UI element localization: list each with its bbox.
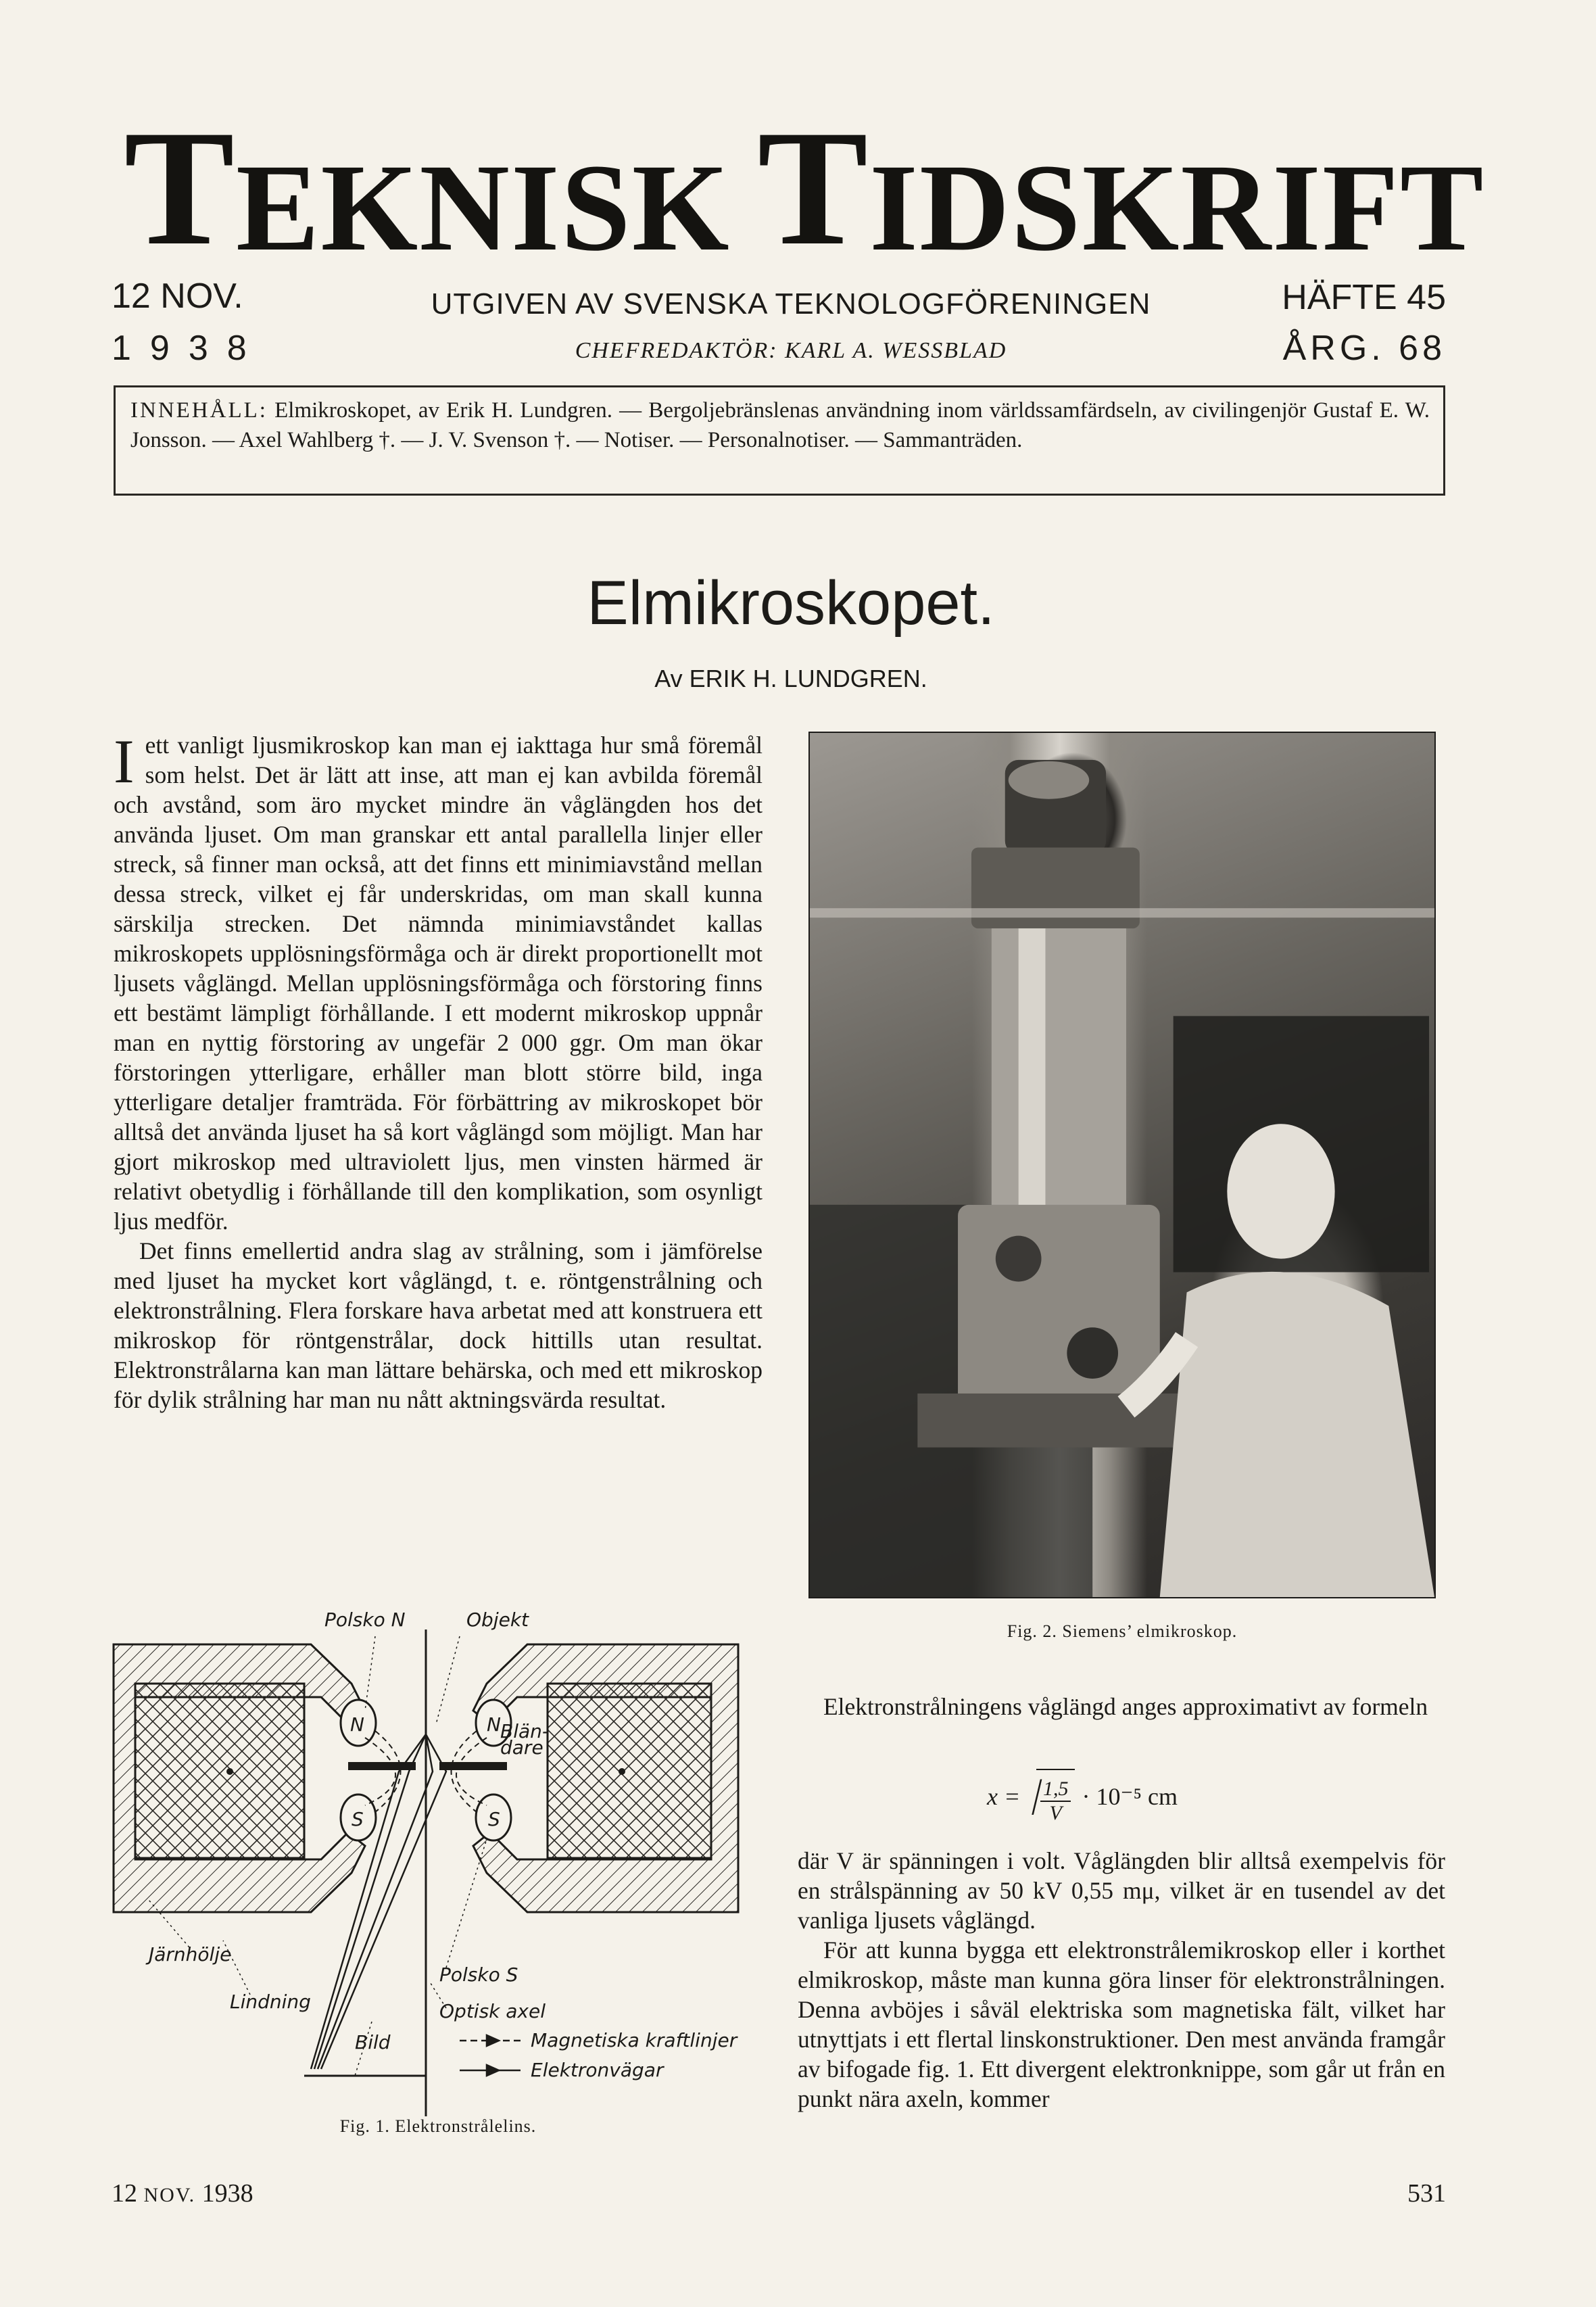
label-objekt: Objekt bbox=[466, 1609, 529, 1631]
formula-denominator: V bbox=[1049, 1801, 1062, 1824]
masthead-title bbox=[108, 96, 1501, 279]
publisher-line: UTGIVEN AV SVENSKA TEKNOLOGFÖRENINGEN bbox=[431, 287, 1151, 320]
label-n-left: N bbox=[350, 1713, 364, 1736]
microscope-photo bbox=[808, 732, 1436, 1598]
editor-line: CHEFREDAKTÖR: KARL A. WESSBLAD bbox=[575, 338, 1007, 363]
paragraph-5: För att kunna bygga ett elektronstrålemikroskop eller i korthet elmikroskop, måste man kunna göra linser för elektronstrålningen. Denna avböjes i såväl elektriska som magnetiska fält, vilket har utnyttjats i ett flertal linskonstruktioner. Den mest använda framgår av bifogade fig. 1. Ett divergent elektronknippe, som går ut från en punkt nära axeln, kommer bbox=[798, 1936, 1445, 2112]
formula-tail: · 10⁻⁵ cm bbox=[1082, 1783, 1178, 1810]
microscope-photo-illustration bbox=[810, 733, 1434, 1597]
figure-2-caption: Fig. 2. Siemens’ elmikroskop. bbox=[1007, 1621, 1238, 1641]
title-initial-2: T bbox=[757, 96, 870, 279]
paragraph-2: Det finns emellertid andra slag av strålning, som i jämförelse med ljuset ha mycket kort våglängd, t. e. röntgenstrålning och elektronstrålning. Flera forskare hava arbetat med att konstruera ett mikroskop för röntgenstrålar, dock hittills utan resultat. Elektronstrålarna kan man lättare behärska, och med ett mikroskop för dylik strålning har man nu nått aktningsvärda resultat. bbox=[114, 1237, 763, 1413]
formula-numerator: 1,5 bbox=[1040, 1778, 1071, 1802]
root-sign: / bbox=[1032, 1767, 1042, 1826]
label-bild: Bild bbox=[355, 2031, 391, 2053]
label-s-right: S bbox=[488, 1808, 500, 1830]
contents-label: INNEHÅLL: bbox=[130, 398, 268, 423]
label-blandare: Blän- bbox=[500, 1720, 549, 1742]
figure-1-caption: Fig. 1. Elektronstrålelins. bbox=[339, 2116, 537, 2136]
right-column-bottom bbox=[798, 1846, 1445, 2114]
page-number: 531 bbox=[1407, 2179, 1446, 2208]
paragraph-3: Elektronstrålningens våglängd anges approximativt av formeln bbox=[823, 1693, 1428, 1720]
left-column bbox=[114, 727, 763, 1414]
title-initial-1: T bbox=[124, 96, 236, 279]
formula-fraction bbox=[1040, 1778, 1071, 1825]
legend-magnetiska: Magnetiska kraftlinjer bbox=[531, 2029, 737, 2051]
article-title: Elmikroskopet. bbox=[587, 569, 995, 638]
lens-diagram bbox=[108, 1602, 757, 2123]
formula-lhs: x = bbox=[987, 1783, 1021, 1810]
label-n-right: N bbox=[487, 1713, 501, 1736]
footer-date: 12 NOV. 1938 bbox=[112, 2179, 253, 2208]
paragraph-1: Iett vanligt ljusmikroskop kan man ej iakttaga hur små föremål som helst. Det är lätt att inse, att man ej kan avbilda föremål och avstånd, som äro mycket mindre än våglängden hos det använda ljuset. Om man granskar ett antal parallella linjer eller streck, så finner man också, att det finns ett minimiavstånd mellan dessa streck, vilket ej får underskridas, om man skall kunna särskilja strecken. Det nämnda minimiavståndet kallas mikroskopets upplösningsförmåga och är direkt proportionellt mot ljusets våglängd. Mellan upplösningsförmåga och förstoring finns ett bestämt lämpligt förhållande. I ett modernt mikroskop uppnår man en nyttig förstoring av ungefär 2 000 ggr. Om man ökar förstoringen ytterligare, erhåller man blott större bild, inga ytterligare detaljer framträda. För förbättring av mikroskopet bör alltså det använda ljuset ha så kort våglängd som möjligt. Man har gjort mikroskop med ultraviolett ljus, men vinsten härmed är relativt obetydlig i förhållande till den komplikation, som osynligt ljus medför. bbox=[114, 727, 763, 1235]
issue-number: HÄFTE 45 bbox=[1282, 278, 1446, 317]
issue-year: 1938 bbox=[112, 329, 266, 368]
drop-cap: I bbox=[114, 727, 135, 796]
issue-date: 12 NOV. bbox=[112, 277, 243, 316]
legend-elektronvagar: Elektronvägar bbox=[531, 2059, 664, 2081]
label-polsko-n: Polsko N bbox=[324, 1609, 406, 1631]
contents-text: Elmikroskopet, av Erik H. Lundgren. — Bergoljebränslenas användning inom världssamfärdseln, av civilingenjör Gustaf E. W. Jonsson. — Axel Wahlberg †. — J. V. Svenson †. — Notiser. — Personalnotiser. — Sammanträden. bbox=[130, 398, 1430, 452]
right-column-top bbox=[798, 1692, 1445, 1721]
lens-diagram-svg bbox=[108, 1602, 757, 2123]
label-optisk-axel: Optisk axel bbox=[439, 2000, 546, 2022]
title-rest-2: IDSKRIFT bbox=[869, 139, 1485, 277]
label-polsko-s: Polsko S bbox=[439, 1964, 518, 1986]
label-lindning: Lindning bbox=[230, 1991, 311, 2013]
contents-box bbox=[114, 385, 1445, 496]
label-s-left: S bbox=[352, 1808, 364, 1830]
article-byline: Av ERIK H. LUNDGREN. bbox=[654, 665, 927, 692]
paragraph-4: där V är spänningen i volt. Våglängden blir alltså exempelvis för en strålspänning av 50 kV 0,55 mμ, vilket är en tusendel av det vanliga ljusets våglängd. bbox=[798, 1847, 1445, 1934]
label-blandare-2: dare bbox=[500, 1736, 543, 1759]
volume-number: ÅRG. 68 bbox=[1282, 329, 1446, 368]
title-rest-1: EKNISK bbox=[235, 139, 731, 277]
wavelength-formula bbox=[987, 1759, 1178, 1834]
label-jarnholje: Järnhölje bbox=[149, 1943, 232, 1966]
